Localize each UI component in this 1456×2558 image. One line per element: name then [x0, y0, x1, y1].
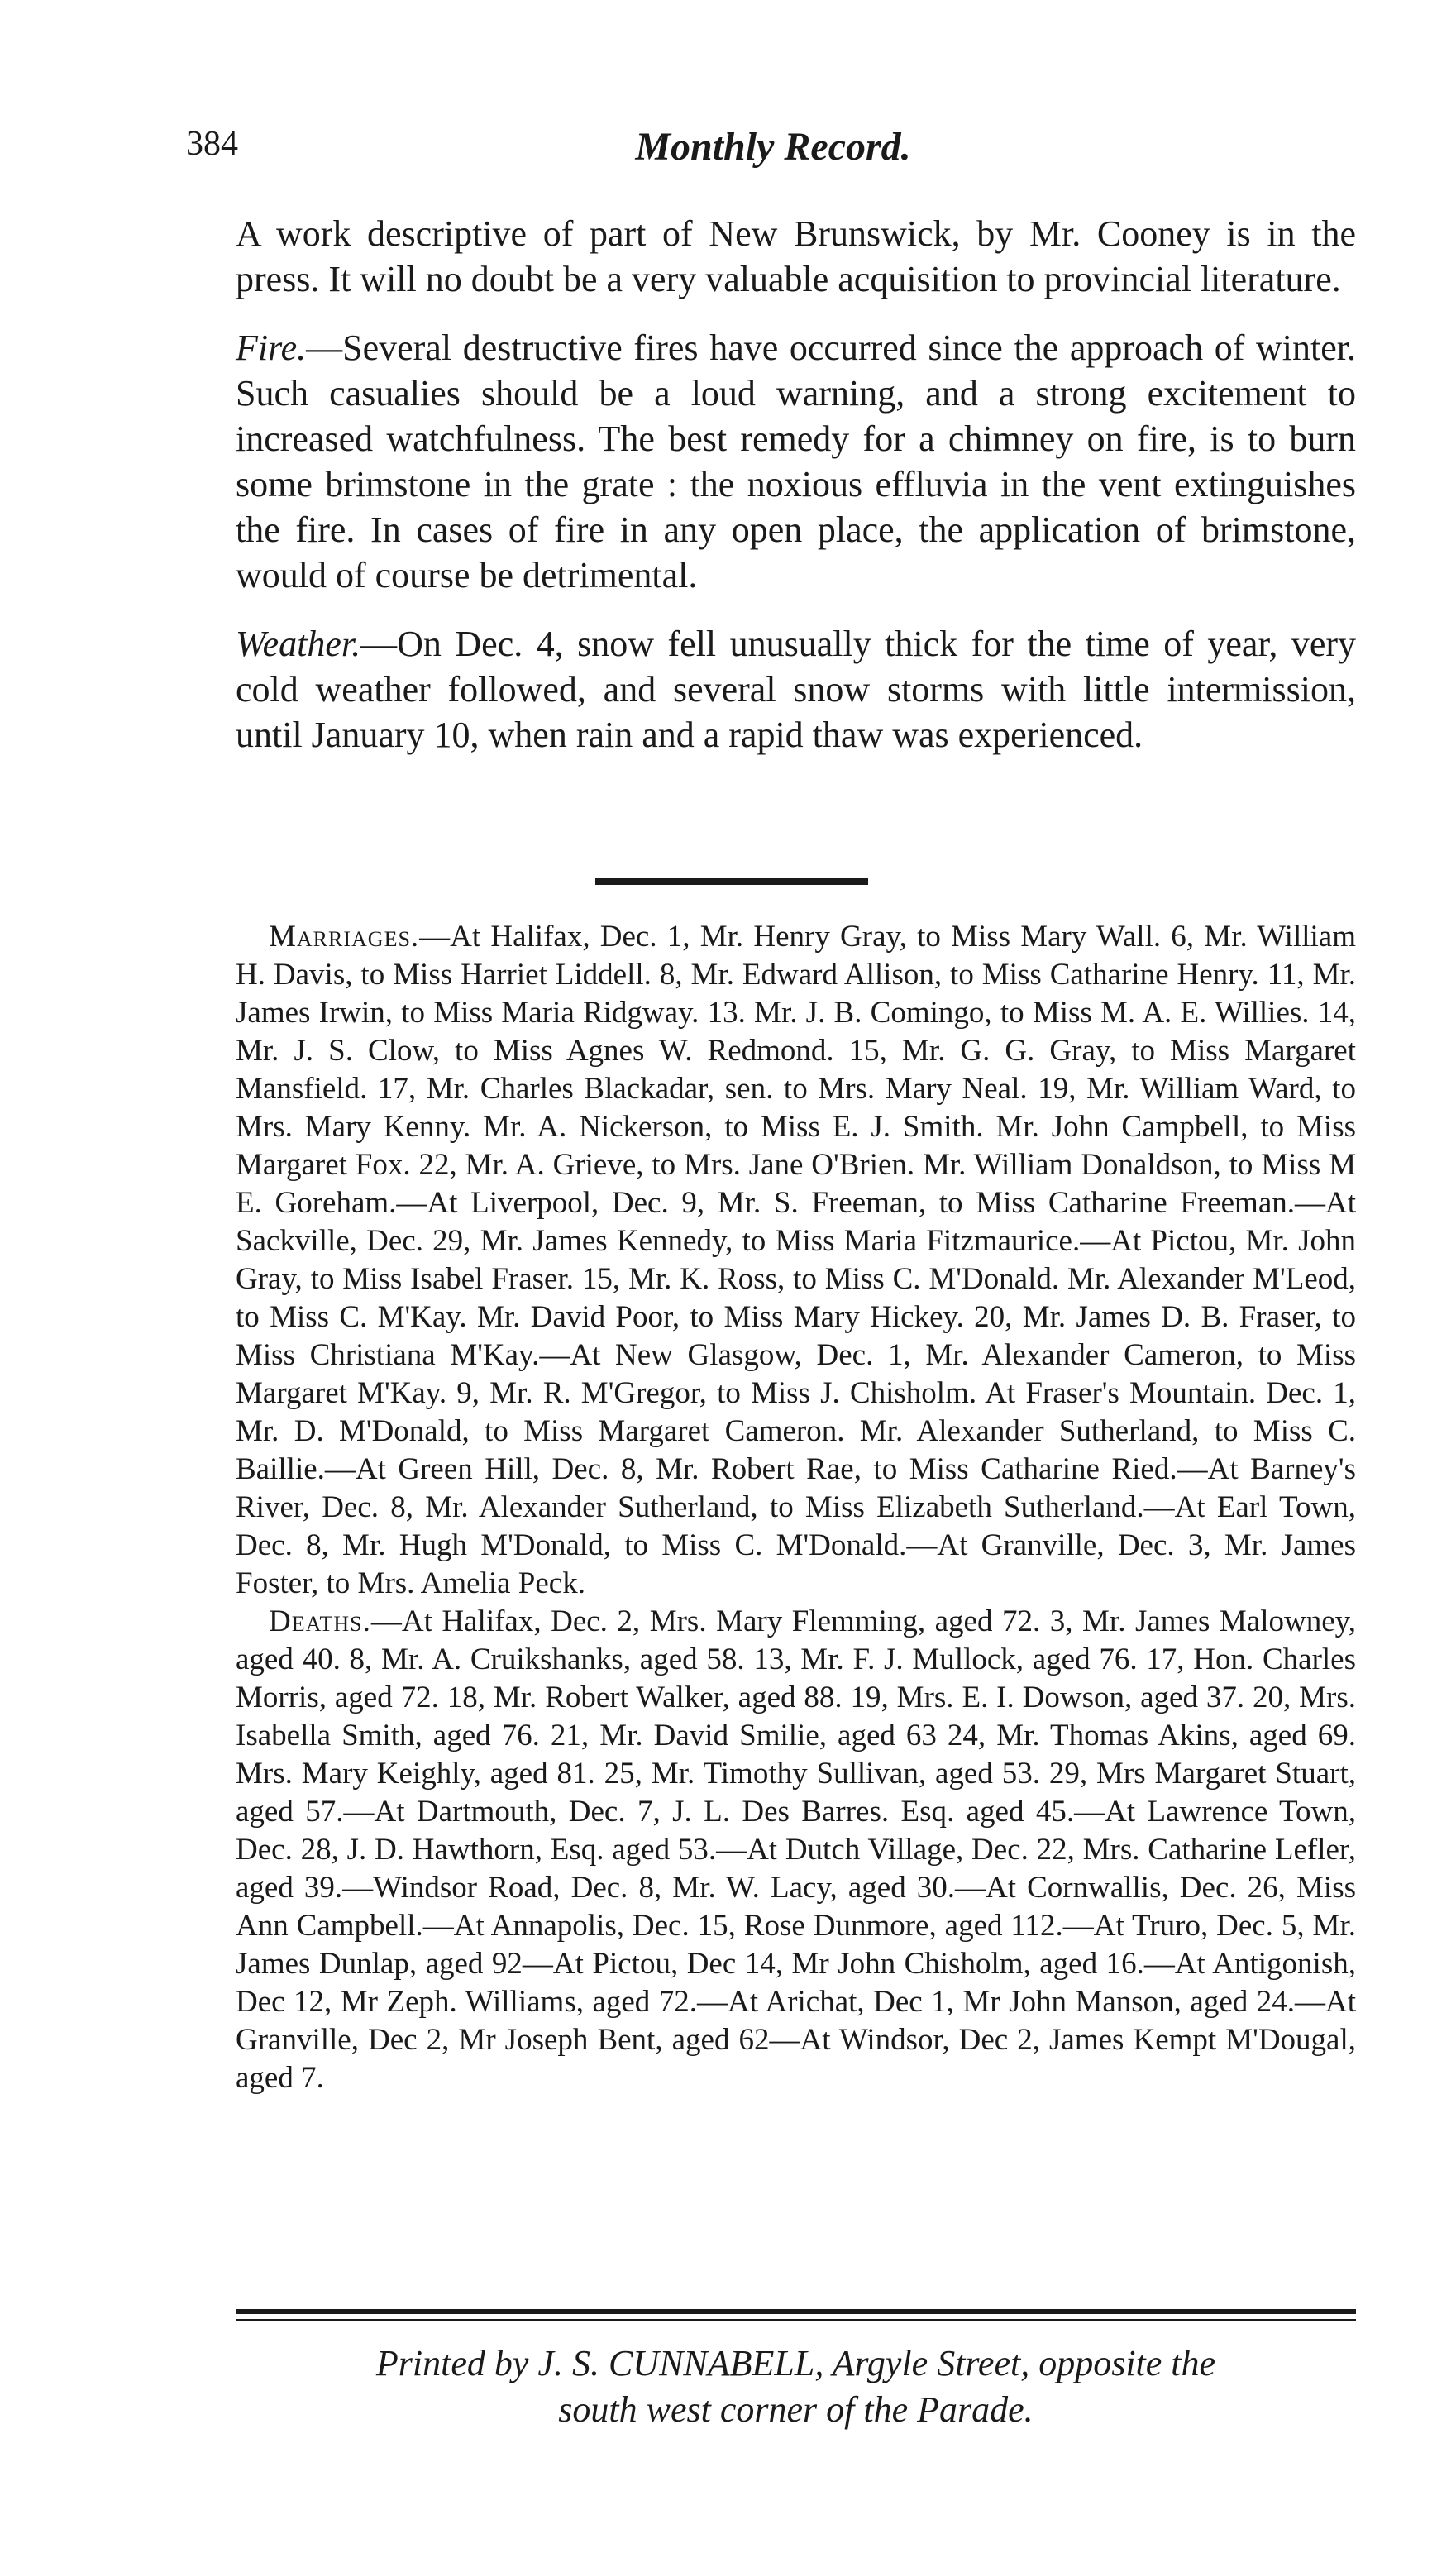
page-header	[186, 124, 1360, 182]
records-section	[236, 918, 1356, 2097]
deaths-heading: Deaths.	[269, 1604, 371, 1638]
fire-text: —Several destructive fires have occurred since the approach of winter. Such casualies should be a loud warning, and a strong excitement to increased watchfulness. The best remedy for a chimney on fire, is to burn some brimstone in the grate : the noxious effluvia in the vent extinguishes the fire. In cases of fire in any open place, the application of brimstone, would of course be detrimental.	[236, 328, 1356, 595]
book-notice-paragraph: A work descriptive of part of New Brunswick, by Mr. Cooney is in the press. It will no doubt be a very valuable acquisition to provincial literature.	[236, 213, 1356, 299]
weather-text: —On Dec. 4, snow fell unusually thick for the time of year, very cold weather followed, and several snow storms with little intermission, until January 10, when rain and a rapid thaw was experienced.	[236, 624, 1356, 755]
imprint-line-2: south west corner of the Parade.	[558, 2389, 1034, 2430]
weather-paragraph	[236, 621, 1356, 758]
imprint-line-1: Printed by J. S. CUNNABELL, Argyle Street, opposite the	[375, 2343, 1216, 2383]
intro-section	[236, 211, 1356, 781]
fire-heading: Fire.	[236, 328, 307, 368]
marriages-paragraph	[236, 918, 1356, 1603]
marriages-heading: Marriages.	[269, 920, 420, 954]
weather-heading: Weather.	[236, 624, 361, 664]
running-title: Monthly Record.	[635, 125, 911, 169]
deaths-paragraph	[236, 1603, 1356, 2097]
printer-imprint	[236, 2340, 1356, 2433]
footer-rule-bottom	[236, 2319, 1356, 2321]
section-divider	[595, 878, 868, 885]
marriages-text: —At Halifax, Dec. 1, Mr. Henry Gray, to Miss Mary Wall. 6, Mr. William H. Davis, to Miss Harriet Liddell. 8, Mr. Edward Allison, to Miss Catharine Henry. 11, Mr. James Irwin, to Miss Maria Ridgway. 13. Mr. J. B. Comingo, to Miss M. A. E. Willies. 14, Mr. J. S. Clow, to Miss Agnes W. Redmond. 15, Mr. G. G. Gray, to Miss Margaret Mansfield. 17, Mr. Charles Blackadar, sen. to Mrs. Mary Neal. 19, Mr. William Ward, to Mrs. Mary Kenny. Mr. A. Nickerson, to Miss E. J. Smith. Mr. John Campbell, to Miss Margaret Fox. 22, Mr. A. Grieve, to Mrs. Jane O'Brien. Mr. William Donaldson, to Miss M E. Goreham.—At Liverpool, Dec. 9, Mr. S. Freeman, to Miss Catharine Freeman.—At Sackville, Dec. 29, Mr. James Kennedy, to Miss Maria Fitzmaurice.—At Pictou, Mr. John Gray, to Miss Isabel Fraser. 15, Mr. K. Ross, to Miss C. M'Donald. Mr. Alexander M'Leod, to Miss C. M'Kay. Mr. David Poor, to Miss Mary Hickey. 20, Mr. James D. B. Fraser, to Miss Christiana M'Kay.—At New Glasgow, Dec. 1, Mr. Alexander Cameron, to Miss Margaret M'Kay. 9, Mr. R. M'Gregor, to Miss J. Chisholm. At Fraser's Mountain. Dec. 1, Mr. D. M'Donald, to Miss Margaret Cameron. Mr. Alexander Sutherland, to Miss C. Baillie.—At Green Hill, Dec. 8, Mr. Robert Rae, to Miss Catharine Ried.—At Barney's River, Dec. 8, Mr. Alexander Sutherland, to Miss Elizabeth Sutherland.—At Earl Town, Dec. 8, Mr. Hugh M'Donald, to Miss C. M'Donald.—At Granville, Dec. 3, Mr. James Foster, to Mrs. Amelia Peck.	[236, 920, 1356, 1600]
footer-rule-top	[236, 2309, 1356, 2314]
deaths-text: —At Halifax, Dec. 2, Mrs. Mary Flemming, aged 72. 3, Mr. James Malowney, aged 40. 8, Mr. A. Cruikshanks, aged 58. 13, Mr. F. J. Mullock, aged 76. 17, Hon. Charles Morris, aged 72. 18, Mr. Robert Walker, aged 88. 19, Mrs. E. I. Dowson, aged 37. 20, Mrs. Isabella Smith, aged 76. 21, Mr. David Smilie, aged 63 24, Mr. Thomas Akins, aged 69. Mrs. Mary Keighly, aged 81. 25, Mr. Timothy Sullivan, aged 53. 29, Mrs Margaret Stuart, aged 57.—At Dartmouth, Dec. 7, J. L. Des Barres. Esq. aged 45.—At Lawrence Town, Dec. 28, J. D. Hawthorn, Esq. aged 53.—At Dutch Village, Dec. 22, Mrs. Catharine Lefler, aged 39.—Windsor Road, Dec. 8, Mr. W. Lacy, aged 30.—At Cornwallis, Dec. 26, Miss Ann Campbell.—At Annapolis, Dec. 15, Rose Dunmore, aged 112.—At Truro, Dec. 5, Mr. James Dunlap, aged 92—At Pictou, Dec 14, Mr John Chisholm, aged 16.—At Antigonish, Dec 12, Mr Zeph. Williams, aged 72.—At Arichat, Dec 1, Mr John Manson, aged 24.—At Granville, Dec 2, Mr Joseph Bent, aged 62—At Windsor, Dec 2, James Kempt M'Dougal, aged 7.	[236, 1604, 1356, 2095]
fire-paragraph	[236, 325, 1356, 598]
page-number: 384	[186, 125, 238, 163]
